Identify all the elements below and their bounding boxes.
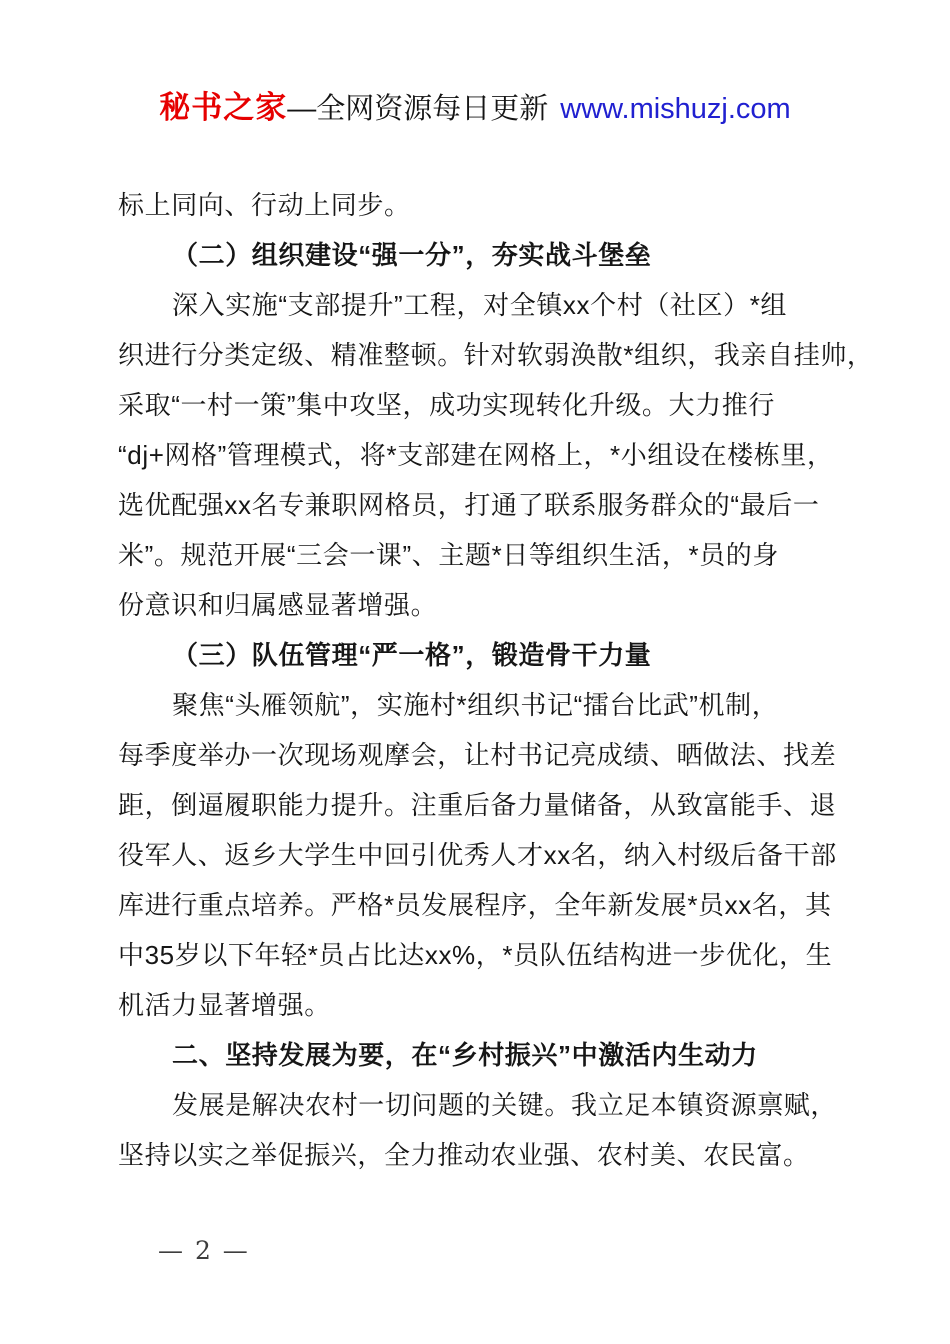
page-number: — 2 — <box>158 1236 250 1265</box>
body-text-line: 库进行重点培养。严格*员发展程序，全年新发展*员xx名，其 <box>118 890 832 920</box>
body-text-line: 份意识和归属感显著增强。 <box>118 590 438 620</box>
site-brand: 秘书之家 <box>159 90 288 125</box>
site-url-link[interactable]: www.mishuzj.com <box>560 93 791 125</box>
body-text-line: 每季度举办一次现场观摩会，让村书记亮成绩、晒做法、找差 <box>118 740 837 770</box>
body-text-line: 聚焦“头雁领航”，实施村*组织书记“擂台比武”机制， <box>172 690 779 720</box>
section-heading-line: 二、坚持发展为要，在“乡村振兴”中激活内生动力 <box>172 1040 758 1070</box>
body-text-line: 坚持以实之举促振兴，全力推动农业强、农村美、农民富。 <box>118 1140 810 1170</box>
body-text-line: 米”。规范开展“三会一课”、主题*日等组织生活，*员的身 <box>118 540 780 570</box>
body-text-line: 标上同向、行动上同步。 <box>118 190 411 220</box>
body-text-line: 采取“一村一策”集中攻坚，成功实现转化升级。大力推行 <box>118 390 775 420</box>
body-text-line: 役军人、返乡大学生中回引优秀人才xx名，纳入村级后备干部 <box>118 840 837 870</box>
site-tagline: 全网资源每日更新 <box>316 93 549 125</box>
body-text-line: 机活力显著增强。 <box>118 990 331 1020</box>
body-text-line: 发展是解决农村一切问题的关键。我立足本镇资源禀赋， <box>172 1090 838 1120</box>
body-text-line: “dj+网格”管理模式，将*支部建在网格上，*小组设在楼栋里， <box>118 440 834 470</box>
section-heading-line: （二）组织建设“强一分”，夯实战斗堡垒 <box>172 240 652 270</box>
site-header <box>0 82 950 127</box>
section-heading-line: （三）队伍管理“严一格”，锻造骨干力量 <box>172 640 652 670</box>
header-separator: — <box>287 93 317 125</box>
body-text-line: 深入实施“支部提升”工程，对全镇xx个村（社区）*组 <box>172 290 788 320</box>
page-footer <box>158 1236 250 1265</box>
body-text-line: 距，倒逼履职能力提升。注重后备力量储备，从致富能手、退 <box>118 790 837 820</box>
body-text-line: 中35岁以下年轻*员占比达xx%，*员队伍结构进一步优化，生 <box>118 940 833 970</box>
document-body <box>118 180 874 1180</box>
body-text-line: 织进行分类定级、精准整顿。针对软弱涣散*组织，我亲自挂帅， <box>118 340 874 370</box>
body-text-line: 选优配强xx名专兼职网格员，打通了联系服务群众的“最后一 <box>118 490 820 520</box>
